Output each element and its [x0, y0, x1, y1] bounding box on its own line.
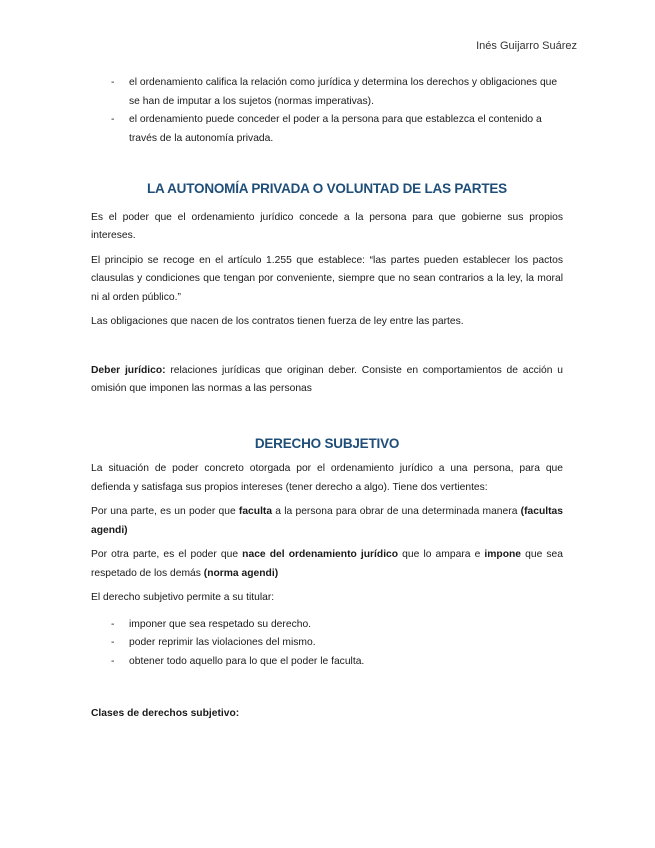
- derecho-bullet-list: [91, 616, 563, 672]
- paragraph-facultas: Por una parte, es un poder que faculta a la persona para obrar de una determinada manera (facultas agendi): [91, 506, 563, 536]
- dash-bullet: -: [111, 655, 115, 667]
- paragraph: El derecho subjetivo permite a su titular:: [91, 592, 275, 603]
- list-item: - el ordenamiento puede conceder el poder a la persona para que establezca el contenido a través de la autonomía privada.: [91, 111, 563, 148]
- section-title-autonomia: LA AUTONOMÍA PRIVADA O VOLUNTAD DE LAS PARTES: [146, 181, 507, 196]
- section-title-derecho-subjetivo: DERECHO SUBJETIVO: [254, 435, 400, 451]
- page-content: [91, 74, 563, 724]
- list-item: - poder reprimir las violaciones del mismo.: [91, 634, 563, 653]
- list-item: - obtener todo aquello para lo que el poder le faculta.: [91, 653, 563, 672]
- paragraph-deber-juridico: Deber jurídico: relaciones jurídicas que originan deber. Consiste en comportamientos de acción u omisión que imponen las normas a las personas: [91, 364, 563, 394]
- paragraph: La situación de poder concreto otorgada por el ordenamiento jurídico a una persona, para que defienda y satisfaga sus propios intereses (tener derecho a algo). Tiene dos vertientes:: [91, 463, 563, 493]
- list-item: - el ordenamiento califica la relación como jurídica y determina los derechos y obligaciones que se han de imputar a los sujetos (normas imperativas).: [91, 74, 563, 111]
- subheading-clases: Clases de derechos subjetivo:: [91, 708, 240, 719]
- intro-bullet-list: [91, 74, 563, 148]
- paragraph-norma: Por otra parte, es el poder que nace del ordenamiento jurídico que lo ampara e impone que sea respetado de los demás (norma agendi): [91, 549, 563, 579]
- paragraph: Es el poder que el ordenamiento jurídico concede a la persona para que gobierne sus propios intereses.: [91, 211, 563, 241]
- dash-bullet: -: [111, 77, 115, 88]
- paragraph: El principio se recoge en el artículo 1.255 que establece: “las partes pueden establecer los pactos clausulas y condiciones que tengan por conveniente, siempre que no sean contrarios a la ley, la moral ni al orden público.”: [91, 254, 563, 303]
- dash-bullet: -: [111, 618, 115, 630]
- dash-bullet: -: [111, 114, 115, 125]
- dash-bullet: -: [111, 637, 115, 648]
- term-label: Deber jurídico:: [91, 364, 166, 376]
- list-item: - imponer que sea respetado su derecho.: [91, 616, 563, 635]
- paragraph: Las obligaciones que nacen de los contratos tienen fuerza de ley entre las partes.: [91, 316, 464, 327]
- page-header-author: Inés Guijarro Suárez: [476, 40, 577, 52]
